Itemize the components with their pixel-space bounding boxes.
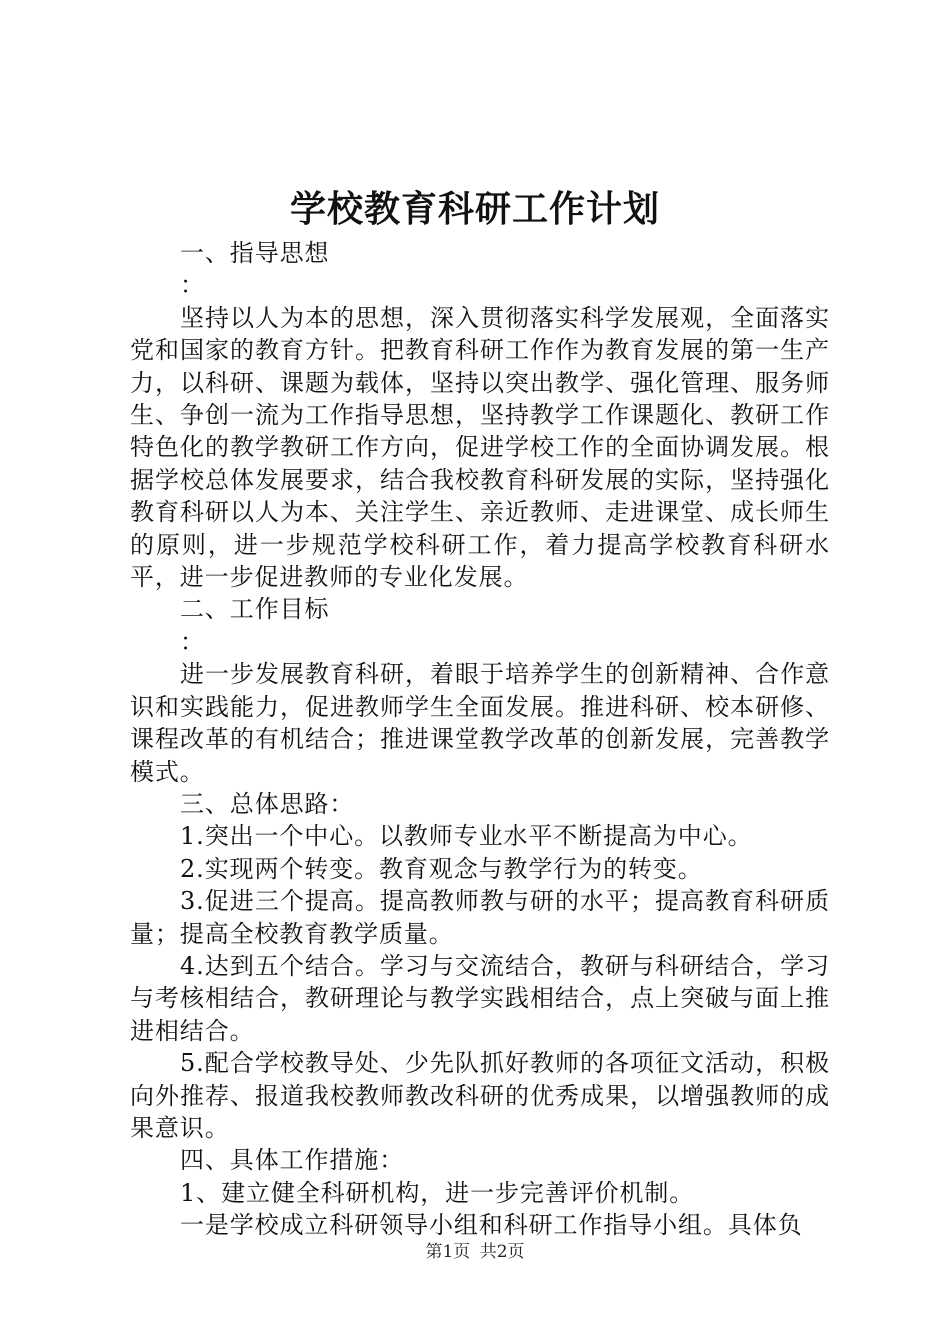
paragraph-guiding-ideology: 坚持以人为本的思想，深入贯彻落实科学发展观，全面落实党和国家的教育方针。把教育科研工作作为教育发展的第一生产力，以科研、课题为载体，坚持以突出教学、强化管理、服务师生、争创一流为工作指导思想，坚持教学工作课题化、教研工作特色化的教学教研工作方向，促进学校工作的全面协调发展。根据学校总体发展要求，结合我校教育科研发展的实际，坚持强化教育科研以人为本、关注学生、亲近教师、走进课堂、成长师生的原则，进一步规范学校科研工作，着力提高学校教育科研水平，进一步促进教师的专业化发展。 [130, 303, 830, 592]
page-footer [0, 1240, 950, 1264]
page-total: 共2页 [479, 1242, 525, 1262]
list-item: 2.实现两个转变。教育观念与教学行为的转变。 [180, 854, 703, 883]
list-item: 5.配合学校教导处、少先队抓好教师的各项征文活动，积极向外推荐、报道我校教师教改科研的优秀成果，以增强教师的成果意识。 [130, 1049, 830, 1142]
paragraph-work-goals: 进一步发展教育科研，着眼于培养学生的创新精神、合作意识和实践能力，促进教师学生全面发展。推进科研、校本研修、课程改革的有机结合；推进课堂教学改革的创新发展，完善教学模式。 [130, 660, 830, 786]
heading-overall-approach: 三、总体思路： [180, 789, 355, 818]
document-title: 学校教育科研工作计划 [289, 188, 660, 230]
document-body [130, 237, 830, 1242]
subheading-measure-1: 1、建立健全科研机构，进一步完善评价机制。 [180, 1178, 695, 1207]
paragraph-measure-1: 一是学校成立科研领导小组和科研工作指导小组。具体负 [180, 1211, 803, 1240]
list-item: 4.达到五个结合。学习与交流结合，教研与科研结合，学习与考核相结合，教研理论与教学实践相结合，点上突破与面上推进相结合。 [130, 951, 830, 1045]
list-item: 3.促进三个提高。提高教师教与研的水平；提高教育科研质量；提高全校教育教学质量。 [130, 887, 830, 948]
list-item: 1.突出一个中心。以教师专业水平不断提高为中心。 [180, 822, 753, 851]
heading-colon: ： [180, 271, 205, 300]
heading-guiding-ideology: 一、指导思想 [180, 239, 330, 267]
heading-colon: ： [180, 627, 205, 656]
heading-specific-measures: 四、具体工作措施： [180, 1146, 405, 1175]
page-number: 第1页 [425, 1242, 471, 1262]
heading-work-goals: 二、工作目标 [180, 595, 330, 624]
